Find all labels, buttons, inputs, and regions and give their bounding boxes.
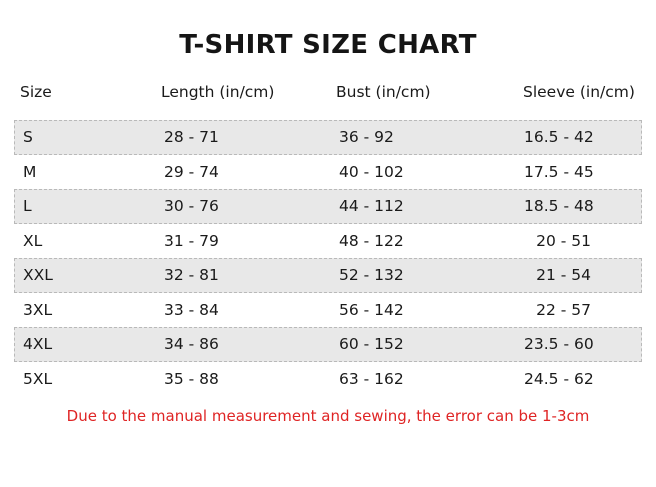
bust-cell: 44 - 112 <box>339 197 404 216</box>
size-cell: XXL <box>23 266 53 285</box>
length-cell: 30 - 76 <box>164 197 219 216</box>
column-header-bust: Bust (in/cm) <box>336 83 431 101</box>
bust-cell: 48 - 122 <box>339 231 404 250</box>
page-title: T-SHIRT SIZE CHART <box>179 30 477 60</box>
bust-cell: 52 - 132 <box>339 266 404 285</box>
column-header-length: Length (in/cm) <box>161 83 275 101</box>
size-cell: 4XL <box>23 335 53 354</box>
size-chart-table <box>14 78 642 396</box>
column-header-sleeve: Sleeve (in/cm) <box>523 83 635 101</box>
size-cell: XL <box>23 231 43 250</box>
bust-cell: 60 - 152 <box>339 335 404 354</box>
length-cell: 29 - 74 <box>164 162 219 181</box>
length-cell: 31 - 79 <box>164 231 219 250</box>
length-cell: 33 - 84 <box>164 300 219 319</box>
length-cell: 35 - 88 <box>164 369 219 388</box>
sleeve-cell: 20 - 51 <box>536 231 591 250</box>
sleeve-cell: 23.5 - 60 <box>524 335 594 354</box>
sleeve-cell: 18.5 - 48 <box>524 197 594 216</box>
bust-cell: 40 - 102 <box>339 162 404 181</box>
table-row <box>14 293 642 328</box>
table-row <box>14 120 642 155</box>
bust-cell: 36 - 92 <box>339 128 394 147</box>
table-header-row <box>14 78 642 106</box>
bust-cell: 56 - 142 <box>339 300 404 319</box>
length-cell: 28 - 71 <box>164 128 219 147</box>
table-row <box>14 155 642 190</box>
length-cell: 32 - 81 <box>164 266 219 285</box>
length-cell: 34 - 86 <box>164 335 219 354</box>
measurement-note: Due to the manual measurement and sewing, the error can be 1-3cm <box>66 407 590 425</box>
sleeve-cell: 21 - 54 <box>536 266 591 285</box>
size-cell: S <box>23 128 33 147</box>
table-row <box>14 224 642 259</box>
sleeve-cell: 17.5 - 45 <box>524 162 594 181</box>
table-row <box>14 327 642 362</box>
size-cell: 5XL <box>23 369 53 388</box>
sleeve-cell: 22 - 57 <box>536 300 591 319</box>
column-header-size: Size <box>20 83 52 101</box>
table-row <box>14 362 642 397</box>
sleeve-cell: 24.5 - 62 <box>524 369 594 388</box>
table-row <box>14 189 642 224</box>
size-cell: M <box>23 162 37 181</box>
size-chart-page <box>0 30 656 487</box>
table-row <box>14 258 642 293</box>
bust-cell: 63 - 162 <box>339 369 404 388</box>
size-cell: L <box>23 197 32 216</box>
sleeve-cell: 16.5 - 42 <box>524 128 594 147</box>
size-cell: 3XL <box>23 300 53 319</box>
